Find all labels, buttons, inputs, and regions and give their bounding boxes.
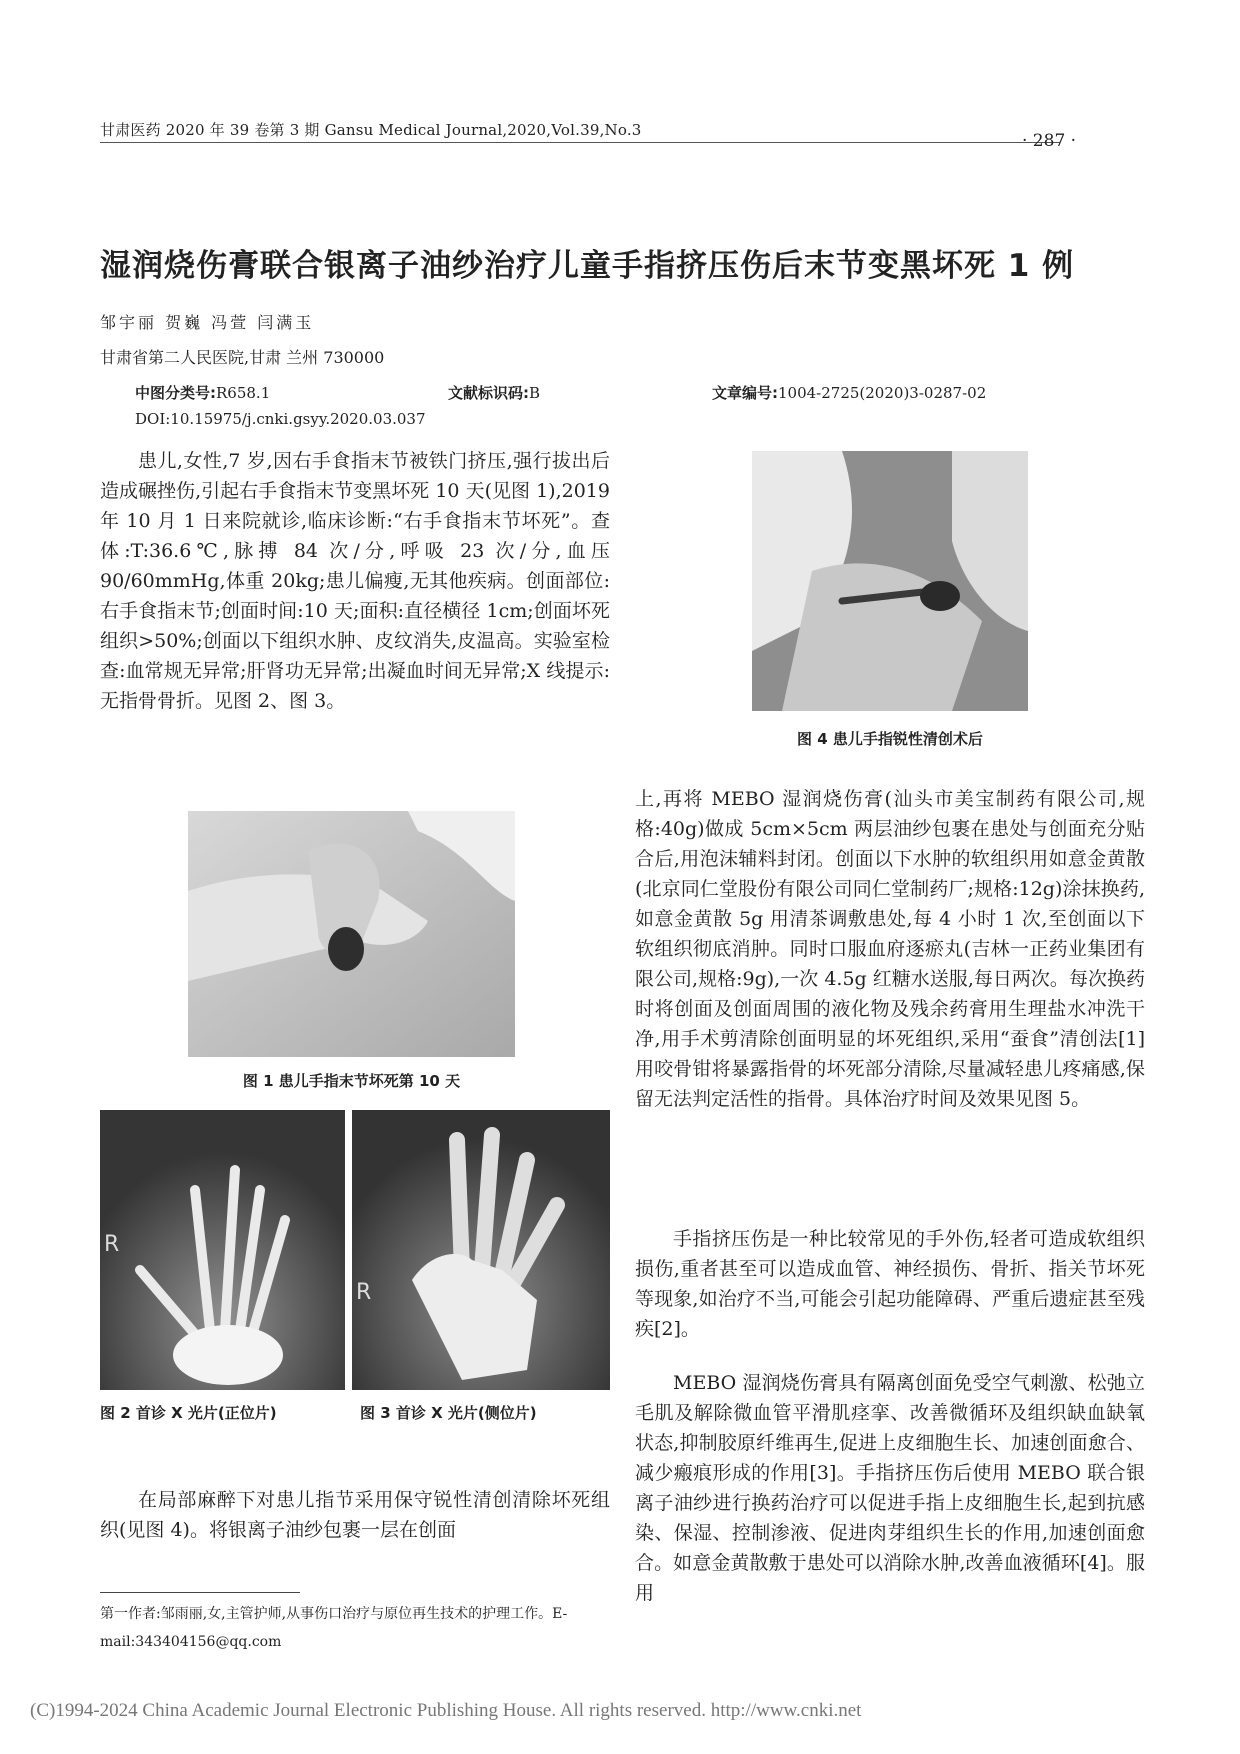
right-paragraph-3: MEBO 湿润烧伤膏具有隔离创面免受空气刺激、松弛立毛肌及解除微血管平滑肌痉挛、改善微循环及组织缺血缺氧状态,抑制胶原纤维再生,促进上皮细胞生长、加速创面愈合、减少瘢痕形成的作用[3]。手指挤压伤后使用 MEBO 联合银离子油纱进行换药治疗可以促进手指上皮细胞生长,起到抗感染、保湿、控制渗液、促进肉芽组织生长的作用,加速创面愈合。如意金黄散敷于患处可以消除水肿,改善血液循环[4]。服用 (635, 1372, 1145, 1604)
clc-number (135, 382, 270, 403)
journal-header: 甘肃医药 2020 年 39 卷第 3 期 Gansu Medical Journal,2020,Vol.39,No.3 (100, 121, 642, 139)
doc-code-label: 文献标识码: (448, 384, 529, 402)
xray-side-marker: R (104, 1232, 120, 1257)
right-paragraph-2: 手指挤压伤是一种比较常见的手外伤,轻者可造成软组织损伤,重者甚至可以造成血管、神经损伤、骨折、指关节坏死等现象,如治疗不当,可能会引起功能障碍、严重后遗症甚至残疾[2]。 (635, 1228, 1145, 1340)
article-no-label: 文章编号: (712, 384, 778, 402)
doi: DOI:10.15975/j.cnki.gsyy.2020.03.037 (135, 410, 426, 428)
footnote-rule (100, 1592, 300, 1593)
xray-side-marker: R (356, 1280, 372, 1305)
clc-value: R658.1 (216, 384, 271, 402)
figure-2-xray (100, 1110, 345, 1390)
article-affiliation: 甘肃省第二人民医院,甘肃 兰州 730000 (100, 348, 385, 367)
copyright-notice: (C)1994-2024 China Academic Journal Electronic Publishing House. All rights reserved. http://www.cnki.net (30, 1700, 862, 1721)
figure-4-photo (752, 451, 1028, 711)
article-number (712, 382, 986, 403)
figure-3-xray (352, 1110, 610, 1390)
page-number: · 287 · (1022, 131, 1077, 151)
figure-2-caption: 图 2 首诊 X 光片(正位片) (100, 1404, 277, 1422)
xray-lateral-illustration (352, 1110, 610, 1390)
document-code (448, 382, 540, 403)
clc-label: 中图分类号: (135, 384, 216, 402)
left-paragraph-2: 在局部麻醉下对患儿指节采用保守锐性清创清除坏死组织(见图 4)。将银离子油纱包裹一层在创面 (100, 1489, 610, 1541)
right-paragraph-1: 上,再将 MEBO 湿润烧伤膏(汕头市美宝制药有限公司,规格:40g)做成 5cm×5cm 两层油纱包裹在患处与创面充分贴合后,用泡沫辅料封闭。创面以下水肿的软组织用如意金黄散(北京同仁堂股份有限公司同仁堂制药厂;规格:12g)涂抹换药,如意金黄散 5g 用清茶调敷患处,每 4 小时 1 次,至创面以下软组织彻底消肿。同时口服血府逐瘀丸(吉林一正药业集团有限公司,规格:9g),一次 4.5g 红糖水送服,每日两次。每次换药时将创面及创面周围的液化物及残余药膏用生理盐水冲洗干净,用手术剪清除创面明显的坏死组织,采用“蚕食”清创法[1]用咬骨钳将暴露指骨的坏死部分清除,尽量减轻患儿疼痛感,保留无法判定活性的指骨。具体治疗时间及效果见图 5。 (635, 788, 1145, 1110)
doc-code-value: B (529, 384, 541, 402)
finger-photo-illustration (188, 811, 515, 1057)
figure-3-caption: 图 3 首诊 X 光片(侧位片) (360, 1404, 537, 1422)
debridement-photo-illustration (752, 451, 1028, 711)
figure-1-caption: 图 1 患儿手指末节坏死第 10 天 (242, 1072, 461, 1090)
figure-4-caption: 图 4 患儿手指锐性清创术后 (797, 730, 983, 748)
figure-1-photo (188, 811, 515, 1057)
left-paragraph-1: 患儿,女性,7 岁,因右手食指末节被铁门挤压,强行拔出后造成碾挫伤,引起右手食指末节变黑坏死 10 天(见图 1),2019 年 10 月 1 日来院就诊,临床诊断:“右手食指末节坏死”。查体:T:36.6℃,脉搏 84 次/分,呼吸 23 次/分,血压 90/60mmHg,体重 20kg;患儿偏瘦,无其他疾病。创面部位:右手食指末节;创面时间:10 天;面积:直径横径 1cm;创面坏死组织>50%;创面以下组织水肿、皮纹消失,皮温高。实验室检查:血常规无异常;肝肾功无异常;出凝血时间无异常;X 线提示:无指骨骨折。见图 2、图 3。 (100, 450, 610, 712)
header-rule (100, 142, 1060, 143)
author-footnote: 第一作者:邹雨丽,女,主管护师,从事伤口治疗与原位再生技术的护理工作。E-mail:343404156@qq.com (100, 1606, 568, 1650)
article-title: 湿润烧伤膏联合银离子油纱治疗儿童手指挤压伤后末节变黑坏死 1 例 (100, 248, 1075, 284)
article-authors: 邹宇丽 贺巍 冯萱 闫满玉 (100, 313, 315, 332)
xray-frontal-illustration (100, 1110, 345, 1390)
article-no-value: 1004-2725(2020)3-0287-02 (778, 384, 987, 402)
